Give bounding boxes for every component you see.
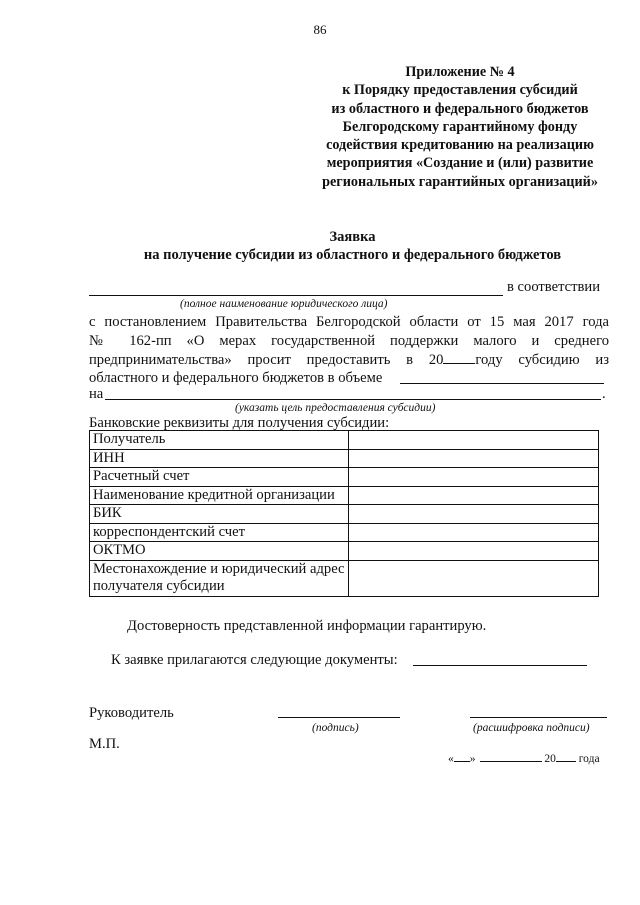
- body-line-5: областного и федерального бюджетов в объеме: [89, 370, 383, 386]
- body-line-4: [89, 351, 609, 369]
- table-row: [90, 505, 599, 524]
- purpose-hint: (указать цель предоставления субсидии): [235, 402, 436, 414]
- row-label: Наименование кредитной организации: [90, 486, 349, 505]
- appendix-line: мероприятия «Создание и (или) развитие: [326, 155, 594, 172]
- org-name-hint: (полное наименование юридического лица): [180, 298, 388, 310]
- amount-field[interactable]: [400, 383, 604, 384]
- body-line-4-b: году субсидию из: [475, 352, 609, 368]
- title-sub: на получение субсидии из областного и федерального бюджетов: [143, 247, 562, 263]
- appendix-line: к Порядку предоставления субсидий: [342, 82, 578, 99]
- month-field[interactable]: [480, 751, 542, 762]
- row-label: БИК: [90, 505, 349, 524]
- row-label: ОКТМО: [90, 542, 349, 561]
- attached-docs-field[interactable]: [413, 665, 587, 666]
- row-value-cell[interactable]: [349, 449, 599, 468]
- date-year-suffix: года: [578, 753, 600, 765]
- org-name-field[interactable]: [89, 295, 503, 296]
- table-row: [90, 486, 599, 505]
- signature-field[interactable]: [278, 717, 400, 718]
- appendix-line: региональных гарантийных организаций»: [322, 173, 598, 190]
- date-line: [448, 751, 600, 765]
- page-number: 86: [313, 22, 327, 37]
- table-row: [90, 468, 599, 487]
- date-quote-open: «: [448, 753, 454, 765]
- appendix-header: [270, 63, 640, 191]
- attached-docs-text: К заявке прилагаются следующие документы:: [111, 652, 398, 668]
- appendix-line: из областного и федерального бюджетов: [331, 100, 589, 117]
- row-label: Получатель: [90, 431, 349, 450]
- body-line-3: № 162-пп «О мерах государственной поддержки малого и среднего: [89, 333, 609, 349]
- date-year-prefix: 20: [544, 753, 556, 765]
- purpose-field[interactable]: [105, 399, 601, 400]
- table-row: [90, 560, 599, 596]
- row-value-cell[interactable]: [349, 468, 599, 487]
- row-value-cell[interactable]: [349, 542, 599, 561]
- body-line-2: с постановлением Правительства Белгородской области от 15 мая 2017 года: [89, 314, 609, 330]
- signature-hint: (подпись): [312, 722, 359, 734]
- date-quote-close: »: [469, 753, 476, 765]
- signature-decode-field[interactable]: [470, 717, 607, 718]
- appendix-line: содействия кредитованию на реализацию: [326, 137, 594, 154]
- appendix-line: Приложение № 4: [405, 64, 515, 80]
- year-suffix-field[interactable]: [556, 751, 576, 762]
- row-value-cell[interactable]: [349, 486, 599, 505]
- row-value-cell[interactable]: [349, 431, 599, 450]
- table-row: [90, 449, 599, 468]
- head-label: Руководитель: [89, 705, 174, 721]
- row-label: Местонахождение и юридический адрес получателя субсидии: [90, 560, 349, 596]
- guarantee-text: Достоверность представленной информации гарантирую.: [127, 618, 487, 634]
- body-line-6-prefix: на: [89, 386, 104, 402]
- title-main: Заявка: [329, 229, 376, 245]
- bank-details-table: [89, 430, 599, 597]
- table-row: [90, 431, 599, 450]
- row-value-cell[interactable]: [349, 505, 599, 524]
- row-value-cell[interactable]: [349, 560, 599, 596]
- bank-caption: Банковские реквизиты для получения субсидии:: [89, 415, 390, 431]
- year-field[interactable]: [443, 351, 475, 364]
- in-accordance-text: в соответствии: [507, 279, 600, 295]
- row-value-cell[interactable]: [349, 523, 599, 542]
- document-title: [0, 228, 640, 264]
- table-row: [90, 523, 599, 542]
- day-field[interactable]: [454, 751, 470, 762]
- row-label: ИНН: [90, 449, 349, 468]
- body-line-6-end: .: [602, 386, 606, 402]
- row-label: Расчетный счет: [90, 468, 349, 487]
- row-label: корреспондентский счет: [90, 523, 349, 542]
- appendix-line: Белгородскому гарантийному фонду: [342, 118, 578, 135]
- signature-decode-hint: (расшифровка подписи): [473, 722, 590, 734]
- body-line-4-a: предпринимательства» просит предоставить в 20: [89, 352, 444, 368]
- stamp-label: М.П.: [89, 736, 120, 752]
- table-row: [90, 542, 599, 561]
